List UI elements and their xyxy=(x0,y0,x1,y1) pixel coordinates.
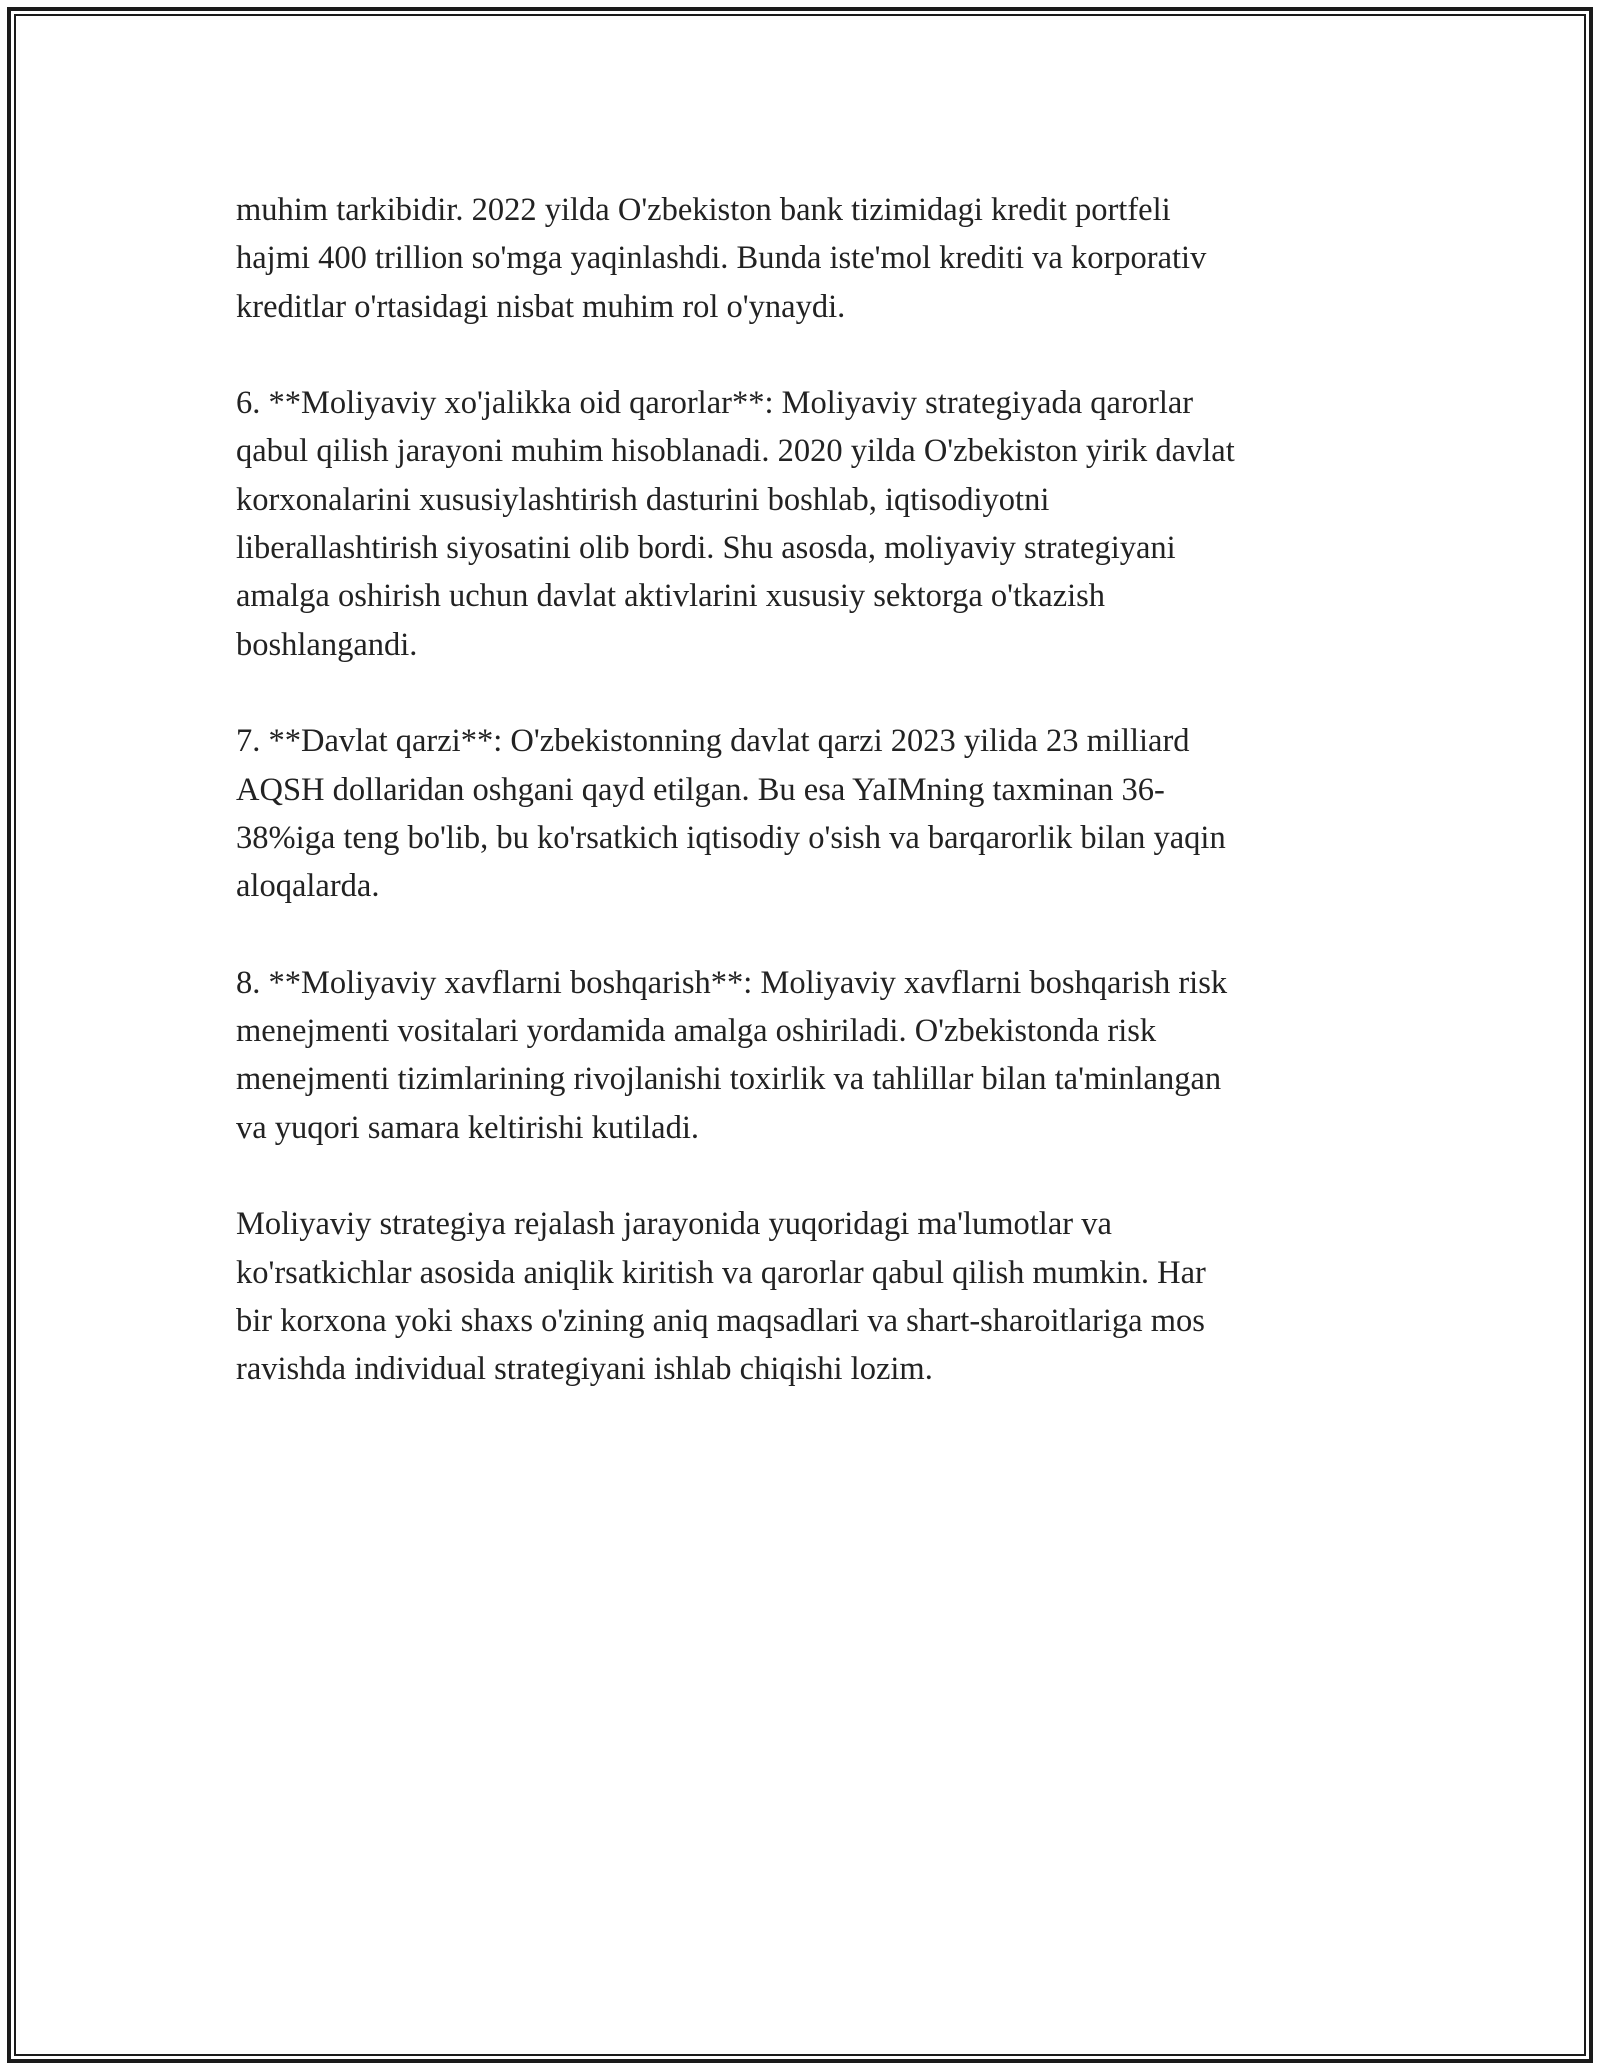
paragraph-financial-decisions: 6. **Moliyaviy xo'jalikka oid qarorlar**: Moliyaviy strategiyada qarorlar qabul qilish jarayoni muhim hisoblanadi. 2020 yilda O'zbekiston yirik davlat korxonalarini xususiylashtirish dasturini boshlab, iqtisodiyotni liberallashtirish siyosatini olib bordi. Shu asosda, moliyaviy strategiyani amalga oshirish uchun davlat aktivlarini xususiy sektorga o'tkazish boshlangandi. xyxy=(236,385,1235,663)
document-body xyxy=(236,186,1376,1393)
paragraph-state-debt: 7. **Davlat qarzi**: O'zbekistonning davlat qarzi 2023 yilida 23 milliard AQSH dollaridan oshgani qayd etilgan. Bu esa YaIMning taxminan 36- 38%iga teng bo'lib, bu ko'rsatkich iqtisodiy o'sish va barqarorlik bilan yaqin aloqalarda. xyxy=(236,723,1226,905)
paragraph-conclusion: Moliyaviy strategiya rejalash jarayonida yuqoridagi ma'lumotlar va ko'rsatkichlar asosida aniqlik kiritish va qarorlar qabul qilish mumkin. Har bir korxona yoki shaxs o'zining aniq maqsadlari va shart-sharoitlariga mos ravishda individual strategiyani ishlab chiqishi lozim. xyxy=(236,1206,1206,1388)
paragraph-risk-management: 8. **Moliyaviy xavflarni boshqarish**: Moliyaviy xavflarni boshqarish risk menejmenti vositalari yordamida amalga oshiriladi. O'zbekistonda risk menejmenti tizimlarining rivojlanishi toxirlik va tahlillar bilan ta'minlangan va yuqori samara keltirishi kutiladi. xyxy=(236,964,1228,1146)
paragraph-credit-portfolio: muhim tarkibidir. 2022 yilda O'zbekiston bank tizimidagi kredit portfeli hajmi 400 trillion so'mga yaqinlashdi. Bunda iste'mol krediti va korporativ kreditlar o'rtasidagi nisbat muhim rol o'ynaydi. xyxy=(236,192,1207,325)
